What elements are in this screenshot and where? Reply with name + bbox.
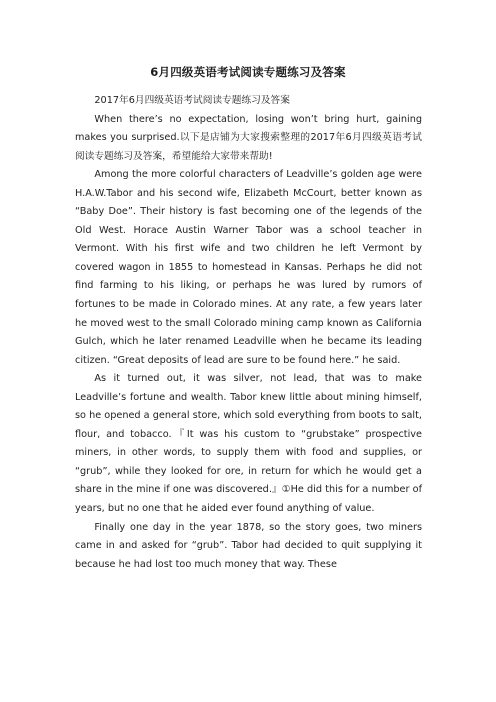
intro-paragraph: When there’s no expectation, losing won’t bring hurt, gaining makes you surprised.以下是店铺为大家搜索整理的2017年6月四级英语考试阅读专题练习及答案，希望能给大家带来帮助!: [75, 113, 422, 162]
body-paragraph: As it turned out, it was silver, not lead, that was to make Leadville’s fortune and wealth. Tabor knew little about mining himself, so he opened a general store, which sold everything from boots to salt, flour, and tobacco.『It was his custom to “grubstake” prospective miners, in other words, to supply them with food and supplies, or “grub”, while they looked for ore, in return for which he would get a share in the mine if one was discovered.』①He did this for a number of years, but no one that he aided ever found anything of value.: [75, 373, 422, 515]
document-body: [75, 92, 422, 574]
document-title: 6月四级英语考试阅读专题练习及答案: [150, 65, 346, 79]
subtitle-paragraph: 2017年6月四级英语考试阅读专题练习及答案: [94, 95, 290, 106]
body-paragraph: Finally one day in the year 1878, so the story goes, two miners came in and asked for “grub”. Tabor had decided to quit supplying it because he had lost too much money that way. These: [75, 521, 422, 570]
body-paragraph: Among the more colorful characters of Leadville’s golden age were H.A.W.Tabor and his second wife, Elizabeth McCourt, better known as “Baby Doe”. Their history is fast becoming one of the legends of the Old West. Horace Austin Warner Tabor was a school teacher in Vermont. With his first wife and two children he left Vermont by covered wagon in 1855 to homestead in Kansas. Perhaps he did not find farming to his liking, or perhaps he was lured by rumors of fortunes to be made in Colorado mines. At any rate, a few years later he moved west to the small Colorado mining camp known as California Gulch, which he later renamed Leadville when he became its leading citizen. “Great deposits of lead are sure to be found here.” he said.: [75, 169, 422, 366]
